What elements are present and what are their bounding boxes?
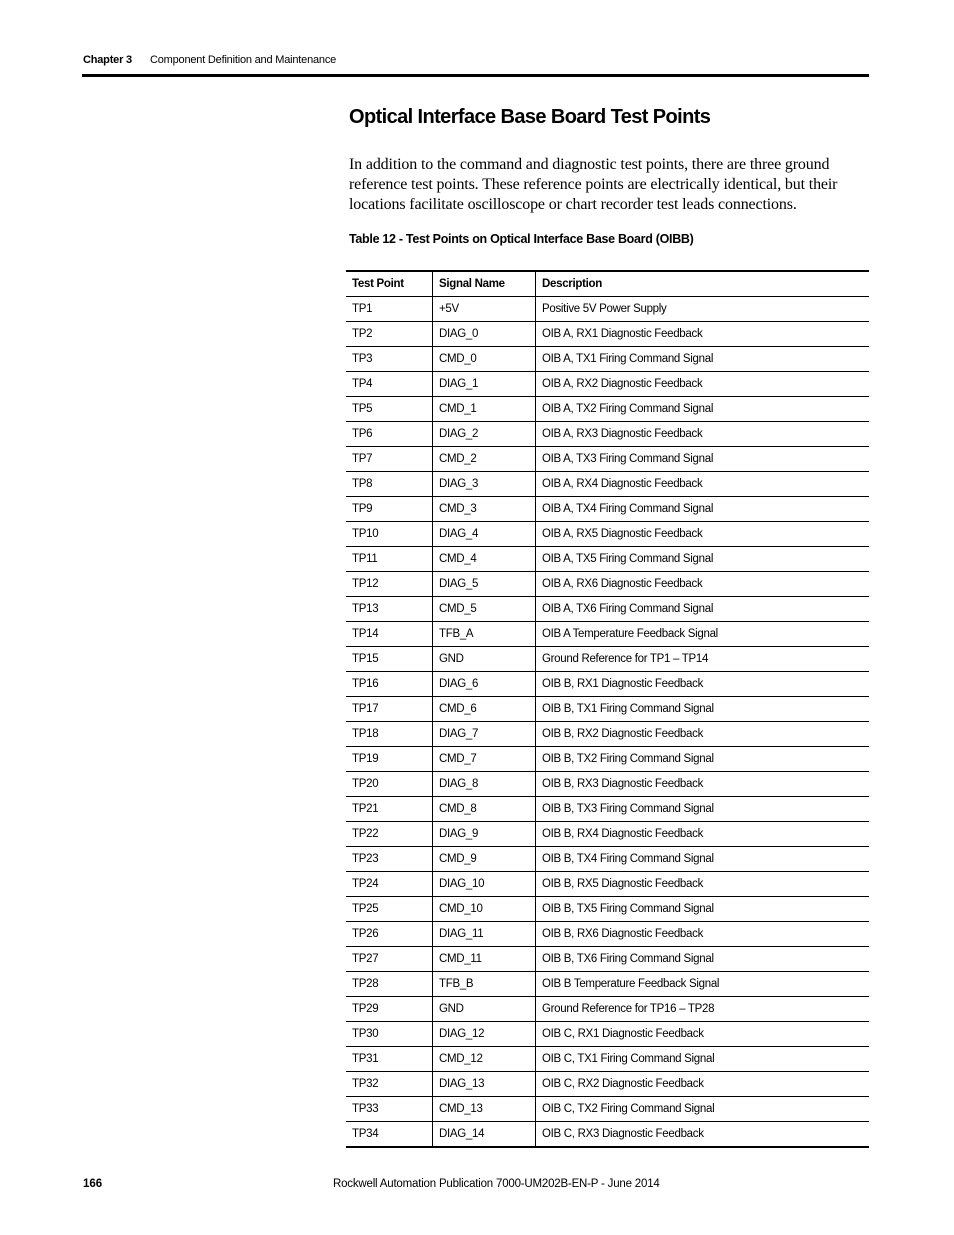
chapter-title: Component Definition and Maintenance (150, 54, 337, 66)
table-row (346, 797, 869, 822)
table-row (346, 1022, 869, 1047)
test-point-cell: TP24 (346, 872, 433, 897)
signal-name-cell: CMD_5 (433, 597, 536, 622)
signal-name-cell: DIAG_13 (433, 1072, 536, 1097)
table-row (346, 597, 869, 622)
signal-name-cell: TFB_A (433, 622, 536, 647)
description-cell: OIB B, RX4 Diagnostic Feedback (536, 822, 870, 847)
signal-name-cell: CMD_2 (433, 447, 536, 472)
table-row (346, 447, 869, 472)
signal-name-cell: DIAG_12 (433, 1022, 536, 1047)
test-point-cell: TP9 (346, 497, 433, 522)
table-row (346, 622, 869, 647)
signal-name-cell: DIAG_1 (433, 372, 536, 397)
table-row (346, 1097, 869, 1122)
description-cell: OIB B Temperature Feedback Signal (536, 972, 870, 997)
table-row (346, 647, 869, 672)
signal-name-cell: CMD_13 (433, 1097, 536, 1122)
description-cell: OIB A, TX2 Firing Command Signal (536, 397, 870, 422)
table-row (346, 672, 869, 697)
description-cell: OIB C, RX2 Diagnostic Feedback (536, 1072, 870, 1097)
table-row (346, 847, 869, 872)
test-point-cell: TP18 (346, 722, 433, 747)
test-point-cell: TP28 (346, 972, 433, 997)
column-header-test-point: Test Point (346, 271, 433, 297)
table-row (346, 422, 869, 447)
test-point-cell: TP27 (346, 947, 433, 972)
description-cell: OIB B, RX2 Diagnostic Feedback (536, 722, 870, 747)
signal-name-cell: DIAG_5 (433, 572, 536, 597)
signal-name-cell: DIAG_14 (433, 1122, 536, 1148)
table-caption: Table 12 - Test Points on Optical Interface Base Board (OIBB) (349, 232, 694, 246)
description-cell: OIB A, TX5 Firing Command Signal (536, 547, 870, 572)
table-row (346, 1047, 869, 1072)
table-row (346, 897, 869, 922)
publication-info: Rockwell Automation Publication 7000-UM202B-EN-P - June 2014 (333, 1178, 660, 1190)
description-cell: OIB C, RX3 Diagnostic Feedback (536, 1122, 870, 1148)
table-row (346, 747, 869, 772)
table-row (346, 472, 869, 497)
test-point-cell: TP31 (346, 1047, 433, 1072)
description-cell: Positive 5V Power Supply (536, 297, 870, 322)
description-cell: OIB B, RX6 Diagnostic Feedback (536, 922, 870, 947)
test-point-cell: TP29 (346, 997, 433, 1022)
table-row (346, 772, 869, 797)
running-header (83, 54, 337, 66)
description-cell: OIB A, TX6 Firing Command Signal (536, 597, 870, 622)
table-row (346, 1122, 869, 1148)
chapter-label: Chapter 3 (83, 54, 132, 66)
signal-name-cell: CMD_0 (433, 347, 536, 372)
description-cell: OIB B, RX1 Diagnostic Feedback (536, 672, 870, 697)
signal-name-cell: CMD_6 (433, 697, 536, 722)
test-point-cell: TP20 (346, 772, 433, 797)
test-point-cell: TP4 (346, 372, 433, 397)
test-points-table (346, 270, 869, 1148)
test-point-cell: TP30 (346, 1022, 433, 1047)
description-cell: OIB C, RX1 Diagnostic Feedback (536, 1022, 870, 1047)
signal-name-cell: CMD_10 (433, 897, 536, 922)
test-point-cell: TP2 (346, 322, 433, 347)
test-point-cell: TP26 (346, 922, 433, 947)
table-row (346, 972, 869, 997)
test-point-cell: TP7 (346, 447, 433, 472)
test-point-cell: TP11 (346, 547, 433, 572)
test-point-cell: TP32 (346, 1072, 433, 1097)
table-row (346, 947, 869, 972)
description-cell: OIB B, TX1 Firing Command Signal (536, 697, 870, 722)
signal-name-cell: DIAG_4 (433, 522, 536, 547)
signal-name-cell: TFB_B (433, 972, 536, 997)
table-row (346, 522, 869, 547)
signal-name-cell: DIAG_11 (433, 922, 536, 947)
test-point-cell: TP21 (346, 797, 433, 822)
test-point-cell: TP15 (346, 647, 433, 672)
signal-name-cell: GND (433, 997, 536, 1022)
description-cell: OIB A, RX5 Diagnostic Feedback (536, 522, 870, 547)
test-point-cell: TP23 (346, 847, 433, 872)
description-cell: OIB B, TX2 Firing Command Signal (536, 747, 870, 772)
description-cell: OIB B, RX5 Diagnostic Feedback (536, 872, 870, 897)
description-cell: OIB A, RX2 Diagnostic Feedback (536, 372, 870, 397)
test-point-cell: TP1 (346, 297, 433, 322)
table-row (346, 997, 869, 1022)
test-point-cell: TP10 (346, 522, 433, 547)
signal-name-cell: CMD_12 (433, 1047, 536, 1072)
test-point-cell: TP8 (346, 472, 433, 497)
table-row (346, 697, 869, 722)
signal-name-cell: CMD_8 (433, 797, 536, 822)
signal-name-cell: DIAG_8 (433, 772, 536, 797)
table-row (346, 722, 869, 747)
description-cell: OIB A, RX6 Diagnostic Feedback (536, 572, 870, 597)
page-number: 166 (83, 1178, 103, 1190)
description-cell: Ground Reference for TP16 – TP28 (536, 997, 870, 1022)
description-cell: OIB A, TX1 Firing Command Signal (536, 347, 870, 372)
signal-name-cell: DIAG_3 (433, 472, 536, 497)
table-row (346, 922, 869, 947)
signal-name-cell: CMD_3 (433, 497, 536, 522)
table-row (346, 872, 869, 897)
test-point-cell: TP13 (346, 597, 433, 622)
table-row (346, 822, 869, 847)
description-cell: OIB A, RX1 Diagnostic Feedback (536, 322, 870, 347)
signal-name-cell: CMD_4 (433, 547, 536, 572)
description-cell: OIB B, TX3 Firing Command Signal (536, 797, 870, 822)
table-row (346, 347, 869, 372)
signal-name-cell: DIAG_9 (433, 822, 536, 847)
description-cell: OIB C, TX2 Firing Command Signal (536, 1097, 870, 1122)
test-point-cell: TP34 (346, 1122, 433, 1148)
test-point-cell: TP12 (346, 572, 433, 597)
description-cell: OIB B, RX3 Diagnostic Feedback (536, 772, 870, 797)
description-cell: OIB A, TX4 Firing Command Signal (536, 497, 870, 522)
description-cell: OIB B, TX5 Firing Command Signal (536, 897, 870, 922)
table-row (346, 572, 869, 597)
description-cell: OIB A, TX3 Firing Command Signal (536, 447, 870, 472)
table-body (346, 297, 869, 1148)
signal-name-cell: GND (433, 647, 536, 672)
column-header-signal-name: Signal Name (433, 271, 536, 297)
test-point-cell: TP22 (346, 822, 433, 847)
description-cell: OIB B, TX4 Firing Command Signal (536, 847, 870, 872)
section-title: Optical Interface Base Board Test Points (349, 106, 711, 128)
test-point-cell: TP5 (346, 397, 433, 422)
table-row (346, 497, 869, 522)
test-point-cell: TP3 (346, 347, 433, 372)
test-point-cell: TP25 (346, 897, 433, 922)
table-row (346, 397, 869, 422)
signal-name-cell: CMD_11 (433, 947, 536, 972)
test-point-cell: TP14 (346, 622, 433, 647)
signal-name-cell: DIAG_6 (433, 672, 536, 697)
table-header-row (346, 271, 869, 297)
description-cell: OIB A, RX4 Diagnostic Feedback (536, 472, 870, 497)
signal-name-cell: CMD_9 (433, 847, 536, 872)
description-cell: OIB A Temperature Feedback Signal (536, 622, 870, 647)
table-row (346, 297, 869, 322)
test-point-cell: TP16 (346, 672, 433, 697)
intro-paragraph: In addition to the command and diagnostic test points, there are three ground reference test points. These reference points are electrically identical, but their locations facilitate oscilloscope or chart recorder test leads connections. (349, 156, 838, 213)
description-cell: OIB A, RX3 Diagnostic Feedback (536, 422, 870, 447)
signal-name-cell: DIAG_7 (433, 722, 536, 747)
header-rule (82, 74, 869, 77)
test-point-cell: TP6 (346, 422, 433, 447)
table-row (346, 322, 869, 347)
signal-name-cell: CMD_1 (433, 397, 536, 422)
signal-name-cell: +5V (433, 297, 536, 322)
signal-name-cell: DIAG_2 (433, 422, 536, 447)
signal-name-cell: DIAG_0 (433, 322, 536, 347)
description-cell: OIB C, TX1 Firing Command Signal (536, 1047, 870, 1072)
test-point-cell: TP33 (346, 1097, 433, 1122)
description-cell: Ground Reference for TP1 – TP14 (536, 647, 870, 672)
test-point-cell: TP19 (346, 747, 433, 772)
table-row (346, 547, 869, 572)
signal-name-cell: CMD_7 (433, 747, 536, 772)
description-cell: OIB B, TX6 Firing Command Signal (536, 947, 870, 972)
table-row (346, 1072, 869, 1097)
column-header-description: Description (536, 271, 870, 297)
table-row (346, 372, 869, 397)
test-point-cell: TP17 (346, 697, 433, 722)
signal-name-cell: DIAG_10 (433, 872, 536, 897)
